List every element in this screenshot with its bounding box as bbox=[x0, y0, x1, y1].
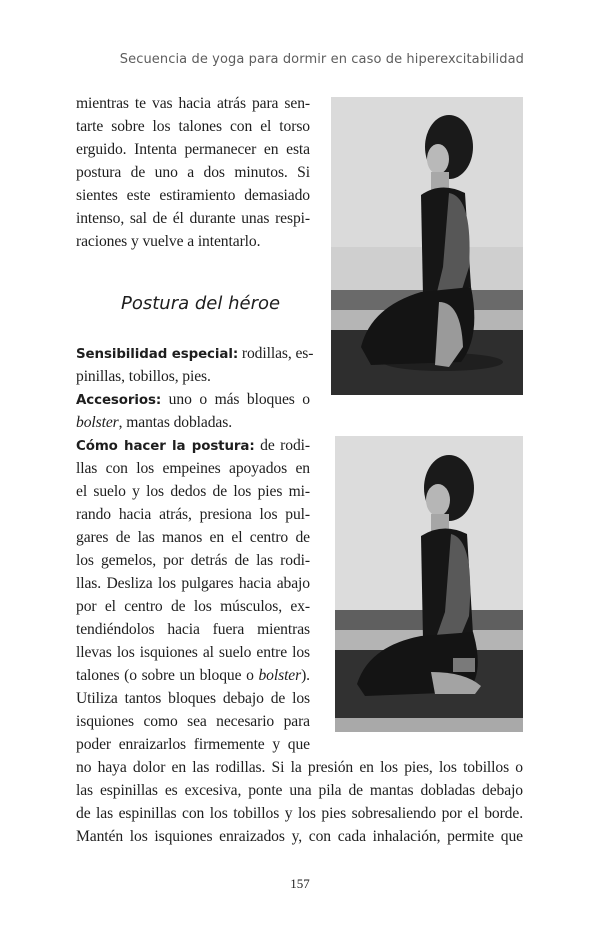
paragraph-line: erguido. Intenta permanecer en esta bbox=[76, 141, 310, 158]
accesorios-text: uno o más bloques o bbox=[168, 391, 310, 408]
accesorios-rest: , mantas dobladas. bbox=[118, 414, 233, 431]
paragraph-line: raciones y vuelve a intentarlo. bbox=[76, 233, 261, 250]
paragraph-line: el suelo y los dedos de los pies mi- bbox=[76, 483, 310, 500]
accesorios-label: Accesorios: bbox=[76, 393, 162, 408]
section-heading: Postura del héroe bbox=[121, 293, 281, 314]
photo-kneeling-pose bbox=[331, 97, 523, 395]
paragraph-line: llas con los empeines apoyados en bbox=[76, 460, 310, 477]
talones-post: ). bbox=[301, 667, 310, 684]
como-line bbox=[76, 435, 310, 457]
paragraph-line: pinillas, tobillos, pies. bbox=[76, 368, 211, 385]
paragraph-line: postura de uno a dos minutos. Si bbox=[76, 164, 310, 181]
paragraph-line: tarte sobre los talones con el torso bbox=[76, 118, 310, 135]
paragraph-line: intenso, sal de él durante unas respi- bbox=[76, 210, 310, 227]
paragraph-line: llevas los isquiones al suelo entre los bbox=[76, 644, 310, 661]
photo-hero-pose bbox=[335, 436, 523, 732]
sensibilidad-line bbox=[76, 343, 314, 365]
paragraph-line-full: las espinillas es excesiva, ponte una pila de mantas dobladas debajo bbox=[76, 782, 523, 799]
como-label: Cómo hacer la postura: bbox=[76, 439, 255, 454]
paragraph-line: sientes este estiramiento demasiado bbox=[76, 187, 310, 204]
running-header: Secuencia de yoga para dormir en caso de hiperexcitabilidad bbox=[119, 52, 524, 67]
como-text: de rodi- bbox=[260, 437, 310, 454]
accesorios-line2 bbox=[76, 412, 310, 434]
paragraph-line-full: no haya dolor en las rodillas. Si la presión en los pies, los tobillos o bbox=[76, 759, 523, 776]
paragraph-line: isquiones como sea necesario para bbox=[76, 713, 310, 730]
page-number: 157 bbox=[290, 876, 310, 891]
sensibilidad-label: Sensibilidad especial: bbox=[76, 347, 239, 362]
bolster-italic: bolster bbox=[258, 667, 302, 684]
paragraph-line: por el centro de los músculos, ex- bbox=[76, 598, 310, 615]
bolster-italic: bolster bbox=[76, 414, 119, 431]
paragraph-line: Utiliza tantos bloques debajo de los bbox=[76, 690, 310, 707]
paragraph-line-full: Mantén los isquiones enraizados y, con cada inhalación, permite que bbox=[76, 828, 523, 845]
paragraph-line: los gemelos, por detrás de las rodi- bbox=[76, 552, 310, 569]
paragraph-line: gares de las manos en el centro de bbox=[76, 529, 310, 546]
paragraph-line-full: de las espinillas con los tobillos y los pies sobresaliendo por el borde. bbox=[76, 805, 523, 822]
paragraph-line: rando hacia atrás, presiona los pul- bbox=[76, 506, 310, 523]
paragraph-line: llas. Desliza los pulgares hacia abajo bbox=[76, 575, 310, 592]
talones-pre: talones (o sobre un bloque o bbox=[76, 667, 259, 684]
paragraph-line: poder enraizarlos firmemente y que bbox=[76, 736, 310, 753]
sensibilidad-text: rodillas, es- bbox=[241, 345, 314, 362]
paragraph-line: mientras te vas hacia atrás para sen- bbox=[76, 95, 310, 112]
paragraph-line: tendiéndolos hacia fuera mientras bbox=[76, 621, 310, 638]
accesorios-line bbox=[76, 389, 310, 411]
talones-line bbox=[76, 665, 310, 687]
